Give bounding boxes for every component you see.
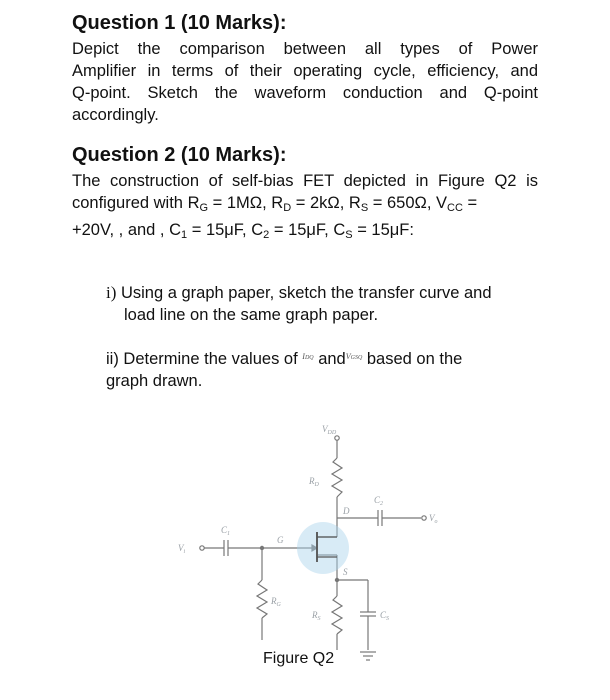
c1-label: $C_1$ <box>221 525 231 537</box>
gate-label: G <box>277 535 284 545</box>
question-1-line: accordingly. <box>72 106 159 124</box>
c2-label: $C_2$ <box>374 495 384 507</box>
vo-terminal <box>422 516 426 520</box>
source-label: S <box>343 567 348 577</box>
fet-highlight <box>297 522 349 574</box>
part-i-text: Using a graph paper, sketch the transfer curve and <box>116 284 492 302</box>
vgsq-symbol: VGSQ <box>345 352 363 361</box>
question-2-line-3: +20V, , and , $C_1 = 15\mu F$, $C_2 = 15\mu F$, $C_S = 15\mu F$: <box>72 221 414 241</box>
rg-resistor <box>257 580 267 618</box>
part-ii-label: ii) <box>106 350 119 368</box>
question-2-line-1: The construction of self-bias FET depicted in Figure Q2 is <box>72 172 538 190</box>
question-1-title: Question 1 (10 Marks): <box>72 12 287 34</box>
rd-resistor <box>332 458 342 497</box>
part-i-label: i) <box>106 283 117 302</box>
vi-terminal <box>200 546 204 550</box>
rs-label: $R_S$ <box>312 610 321 622</box>
rs-resistor <box>332 596 342 634</box>
cs-label: $C_S$ <box>380 610 390 622</box>
idq-symbol: IDQ <box>302 352 314 361</box>
part-i-text-2: load line on the same graph paper. <box>124 306 379 324</box>
question-1-line: Depict the comparison between all types of Power <box>72 40 538 58</box>
vi-label: $V_i$ <box>178 543 186 555</box>
question-1-line: Amplifier in terms of their operating cycle, efficiency, and <box>72 62 538 80</box>
figure-caption: Figure Q2 <box>263 650 335 667</box>
drain-label: D <box>343 506 350 516</box>
rg-label: $R_G$ <box>271 596 281 608</box>
question-2-part-ii: ii) Determine the values of $^{IDQ}$ and$^{VGSQ}$ based on the graph drawn. <box>106 346 538 392</box>
rd-label: $R_D$ <box>309 476 319 488</box>
part-ii-text-2: graph drawn. <box>106 372 203 390</box>
vdd-terminal <box>335 436 339 440</box>
vdd-label: $V_{DD}$ <box>322 424 337 436</box>
question-2-line-2: configured with $R_G = 1M\Omega$, $R_D = 2k\Omega$, $R_S = 650\Omega$, $V_{CC}$ = <box>72 194 478 214</box>
vo-label: $V_o$ <box>429 513 438 525</box>
question-1-line: Q-point. Sketch the waveform conduction and Q-point <box>72 84 538 102</box>
question-2-title: Question 2 (10 Marks): <box>72 144 287 166</box>
